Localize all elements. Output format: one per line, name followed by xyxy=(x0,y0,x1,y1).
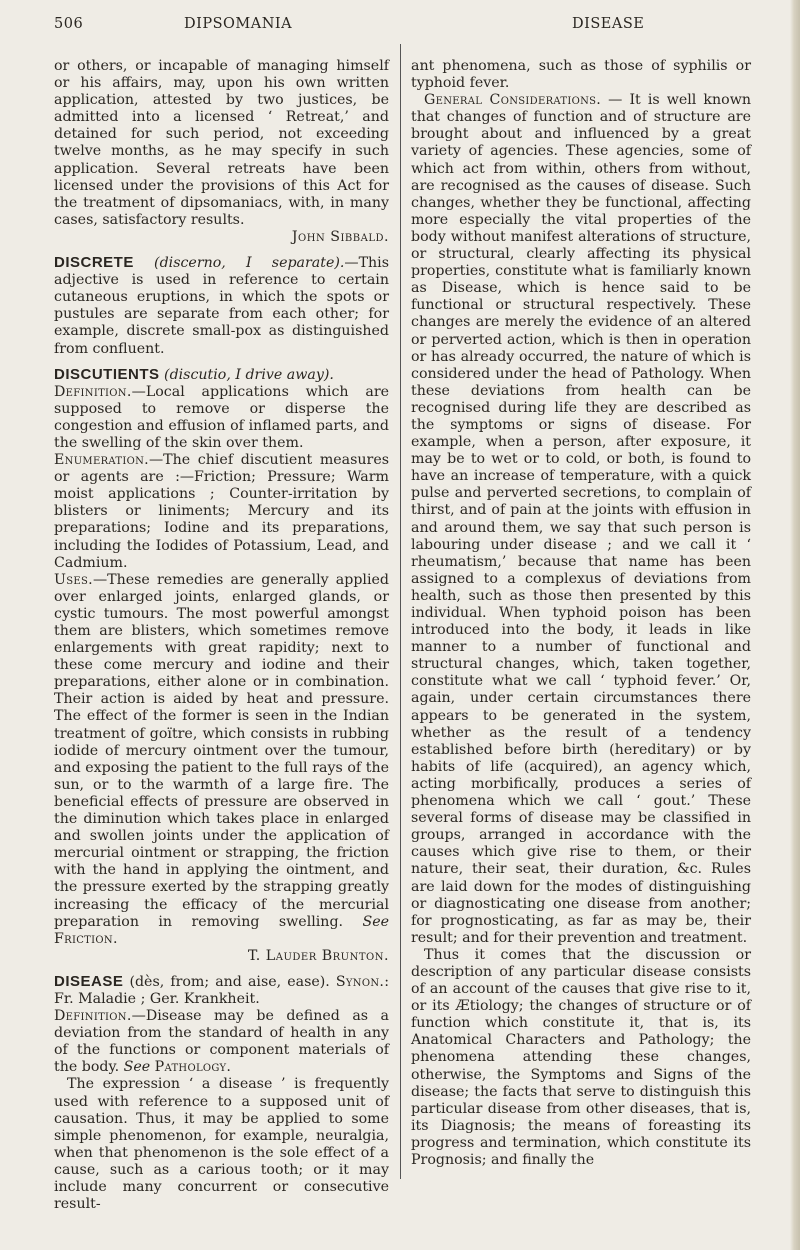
right-column xyxy=(411,58,751,1169)
cross-ref-friction: Friction. xyxy=(54,930,118,947)
left-column xyxy=(54,58,389,1213)
disease-expression-paragraph: The expression ‘ a disease ’ is frequently used with reference to a supposed unit of causation. Thus, it may be applied to some simple phenomenon, for example, neuralgia, when that phenomenon is the sole effect of a cause, such as a carious tooth; or it may include many concurrent or consecutive result- xyxy=(54,1076,389,1213)
running-head-left: DIPSOMANIA xyxy=(184,16,293,32)
author-signature: John Sibbald. xyxy=(291,228,389,245)
discutients-uses: Uses.—These remedies are generally applied over enlarged joints, enlarged glands, or cystic tumours. The most powerful amongst them are blisters, which sometimes remove enlargements with great rapidity; next to these come mercury and iodine and their preparations, either alone or in combination. Their action is aided by heat and pressure. The effect of the former is seen in the Indian treatment of goïtre, which consists in rubbing iodide of mercury ointment over the tumour, and exposing the patient to the full rays of the sun, or to the warmth of a large fire. The beneficial effects of pressure are observed in the diminution which takes place in enlarged and swollen joints under the application of mercurial ointment or strapping, the friction with the hand in applying the ointment, and the pressure exerted by the strapping greatly increasing the efficacy of the mercurial preparation in removing swelling. See Friction. T. Lauder Brunton. xyxy=(54,571,389,964)
discutients-enumeration: Enumeration.—The chief discutient measures or agents are :—Friction; Pressure; Warm moist applications ; Counter-irritation by blisters or liniments; Mercury and its preparations; Iodine and its preparations, including the Iodides of Potassium, Lead, and Cadmium. xyxy=(54,452,389,571)
page-spine-shadow xyxy=(790,0,800,1250)
thus-paragraph: Thus it comes that the discussion or description of any particular disease consists of an account of the causes that give rise to it, or its Ætiology; the changes of structure or of function which constitute it, that is, its Anatomical Characters and Pathology; the phenomena attending these changes, otherwise, the Symptoms and Signs of the disease; the facts that serve to distinguish this particular disease from other diseases, that is, its Diagnosis; the means of foreasting its progress and termination, which constitute its Prognosis; and finally the xyxy=(411,946,751,1168)
general-considerations: General Considerations. — It is well known that changes of function and of structure are brought about and influenced by a great variety of agencies. These agencies, some of which act from within, others from without, are recognised as the causes of disease. Such changes, whether they be functional, affecting more especially the vital properties of the body without manifest alterations of structure, or structural, clearly affecting its physical properties, constitute what is familiarly known as Disease, which is hence said to be functional or structural respectively. These changes are merely the evidence of an altered or perverted action, which is then in operation or has already occurred, the nature of which is considered under the head of Pathology. When these deviations from health can be recognised during life they are described as the symptoms or signs of disease. For example, when a person, after exposure, it may be to wet or to cold, or both, is found to have an increase of temperature, with a quick pulse and perverted secretions, to complain of thirst, and of pain at the joints with effusion in and around them, we say that such person is labouring under disease ; and we call it ‘ rheumatism,’ because that name has been assigned to a complexus of deviations from health, such as those then presented by this individual. When typhoid poison has been introduced into the body, it leads in like manner to a number of functional and structural changes, which, taken together, constitute what we call ‘ typhoid fever.’ Or, again, under certain circumstances there appears to be generated in the system, whether as the result of a tendency established before birth (hereditary) or by habits of life (acquired), an agency which, acting morbifically, produces a series of phenomena which we call ‘ gout.’ These several forms of disease may be classified in groups, arranged in accordance with the causes which give rise to them, or their nature, their seat, their duration, &c. Rules are laid down for the modes of distinguishing or diagnosticating one disease from another; for prognosticating, as far as may be, their result; and for their prevention and treatment. xyxy=(411,92,751,946)
author-signature: T. Lauder Brunton. xyxy=(247,947,389,964)
dipsomania-continuation: or others, or incapable of managing himself or his affairs, may, upon his own written application, attested by two justices, be admitted into a licensed ‘ Retreat,’ and detained for such period, not exceeding twelve months, as he may specify in such application. Several retreats have been licensed under the provisions of this Act for the treatment of dipsomaniacs, with, in many cases, satisfactory results. John Sibbald. xyxy=(54,58,389,245)
disease-continuation: ant phenomena, such as those of syphilis or typhoid fever. xyxy=(411,58,751,92)
entry-discrete: DISCRETE (discerno, I separate).—This adjective is used in reference to certain cutaneous eruptions, in which the spots or pustules are separate from each other; for example, discrete small-pox as distinguished from confluent. xyxy=(54,254,389,357)
headword-discutients: DISCUTIENTS xyxy=(54,365,160,383)
running-head xyxy=(54,16,754,38)
headword-discrete: DISCRETE xyxy=(54,254,134,272)
cross-ref-pathology: Pathology. xyxy=(154,1059,232,1076)
entry-discutients: DISCUTIENTS (discutio, I drive away). xyxy=(54,365,334,383)
running-head-right: DISEASE xyxy=(572,16,645,32)
column-divider xyxy=(400,44,401,1179)
disease-definition: Definition.—Disease may be defined as a deviation from the standard of health in any of the functions or component materials of the body. See Pathology. xyxy=(54,1008,389,1076)
headword-disease: DISEASE xyxy=(54,972,124,990)
discutients-definition: Definition.—Local applications which are supposed to remove or disperse the congestion and effusion of inflamed parts, and the swelling of the skin over them. xyxy=(54,383,389,451)
entry-disease: DISEASE (dès, from; and aise, ease). Synon.: Fr. Maladie ; Ger. Krankheit. xyxy=(54,972,389,1007)
page-number: 506 xyxy=(54,16,84,32)
